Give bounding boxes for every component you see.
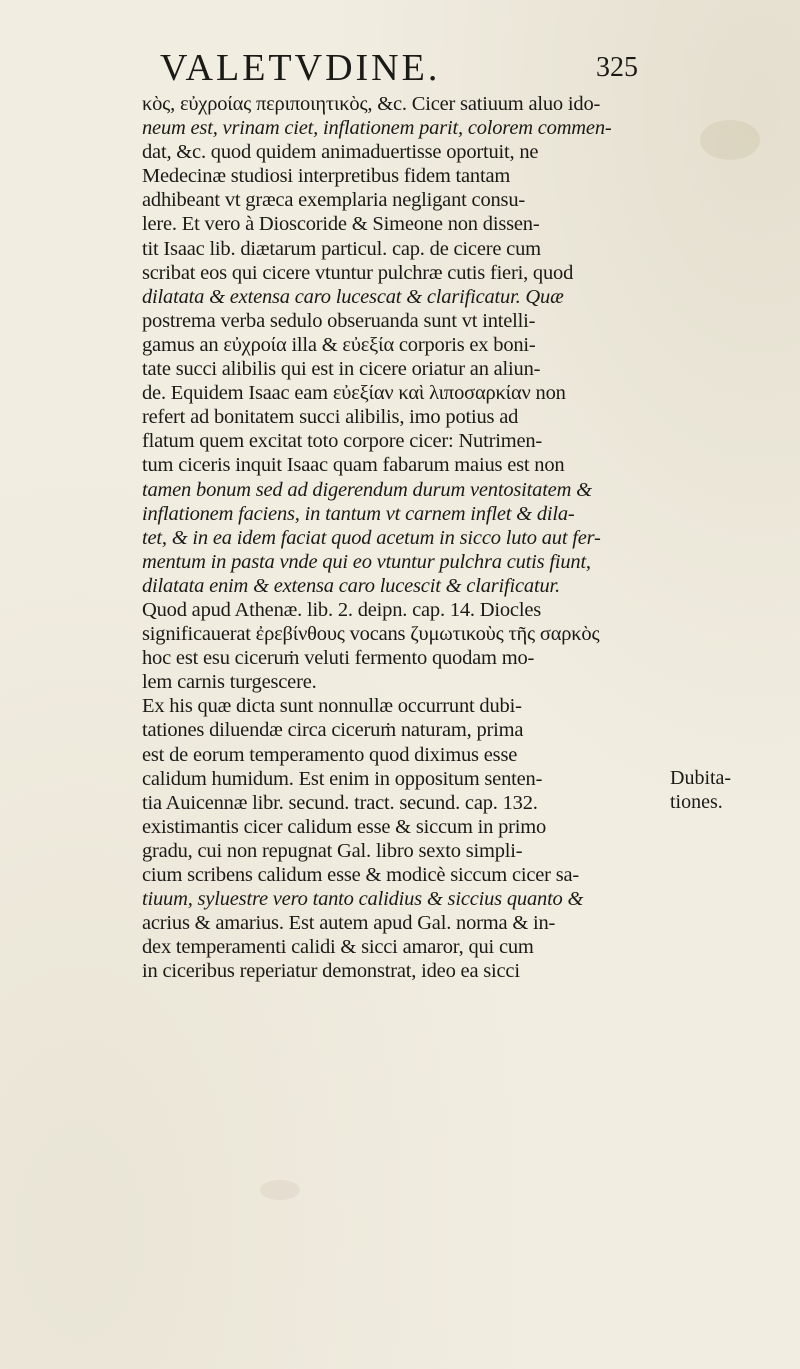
text-line: tum ciceris inquit Isaac quam fabarum maius est non — [142, 454, 565, 477]
text-line: lere. Et vero à Dioscoride & Simeone non dissen- — [142, 213, 540, 236]
text-line: tit Isaac lib. diætarum particul. cap. de cicere cum — [142, 237, 541, 260]
text-line: tationes diluendæ circa ciceruṁ naturam, prima — [142, 719, 524, 742]
text-line: κὸς, εὐχροίας περιποιητικὸς, &c. Cicer satiuum aluo ido- — [142, 93, 601, 115]
text-line: scribat eos qui cicere vtuntur pulchræ cutis fieri, quod — [142, 261, 574, 284]
text-line: in ciceribus reperiatur demonstrat, ideo ea sicci — [142, 960, 520, 983]
text-line: de. Equidem Isaac eam εὐεξίαν καὶ λιποσαρκίαν non — [142, 382, 566, 405]
paper-stain — [260, 1180, 300, 1200]
text-line: cium scribens calidum esse & modicè siccum cicer sa- — [142, 864, 580, 886]
page-number: 325 — [596, 52, 638, 83]
text-line: lem carnis turgescere. — [142, 671, 317, 694]
paper-stain — [700, 120, 760, 160]
text-line: existimantis cicer calidum esse & siccum in primo — [142, 815, 547, 838]
text-line: tate succi alibilis qui est in cicere oriatur an aliun- — [142, 358, 541, 381]
text-line: neum est, vrinam ciet, inflationem parit, colorem commen- — [142, 117, 612, 140]
text-line: tiuum, syluestre vero tanto calidius & siccius quanto & — [142, 888, 584, 911]
text-line: refert ad bonitatem succi alibilis, imo potius ad — [142, 406, 519, 429]
text-line: significauerat ἐρεβίνθους vocans ζυμωτικοὺς τῆς σαρκὸς — [142, 623, 600, 646]
text-line: mentum in pasta vnde qui eo vtuntur pulchra cutis fiunt, — [142, 550, 591, 573]
marginal-note-line: Dubita- — [670, 767, 732, 789]
text-line: acrius & amarius. Est autem apud Gal. norma & in- — [142, 912, 556, 935]
text-line: tia Auicennæ libr. secund. tract. secund. cap. 132. — [142, 791, 538, 814]
marginal-note-line: tiones. — [670, 791, 723, 813]
body-text — [142, 92, 662, 983]
text-line: dilatata & extensa caro lucescat & clarificatur. Quæ — [142, 285, 564, 308]
text-line: Quod apud Athenæ. lib. 2. deipn. cap. 14. Diocles — [142, 598, 541, 621]
text-line: postrema verba sedulo obseruanda sunt vt intelli- — [142, 309, 536, 332]
text-line: Ex his quæ dicta sunt nonnullæ occurrunt dubi- — [142, 695, 522, 718]
text-line: gradu, cui non repugnat Gal. libro sexto simpli- — [142, 839, 523, 862]
text-line: dex temperamenti calidi & sicci amaror, qui cum — [142, 936, 534, 959]
marginal-note — [670, 766, 760, 814]
text-line: gamus an εὐχροία illa & εὐεξία corporis ex boni- — [142, 333, 536, 356]
text-line: tet, & in ea idem faciat quod acetum in sicco luto aut fer- — [142, 526, 601, 549]
text-line: flatum quem excitat toto corpore cicer: Nutrimen- — [142, 430, 543, 453]
text-line: dilatata enim & extensa caro lucescit & clarificatur. — [142, 574, 560, 597]
text-line: inflationem faciens, in tantum vt carnem inflet & dila- — [142, 502, 575, 525]
text-line: calidum humidum. Est enim in oppositum senten- — [142, 767, 543, 790]
running-head: VALETVDINE. — [160, 47, 441, 89]
text-line: est de eorum temperamento quod diximus esse — [142, 743, 518, 766]
text-line: hoc est esu ciceruṁ veluti fermento quodam mo- — [142, 647, 535, 670]
text-line: dat, &c. quod quidem animaduertisse oportuit, ne — [142, 141, 539, 164]
text-line: Medecinæ studiosi interpretibus fidem tantam — [142, 165, 511, 188]
text-line: tamen bonum sed ad digerendum durum ventositatem & — [142, 478, 592, 501]
text-line: adhibeant vt græca exemplaria negligant consu- — [142, 189, 526, 212]
page-header — [0, 46, 800, 96]
